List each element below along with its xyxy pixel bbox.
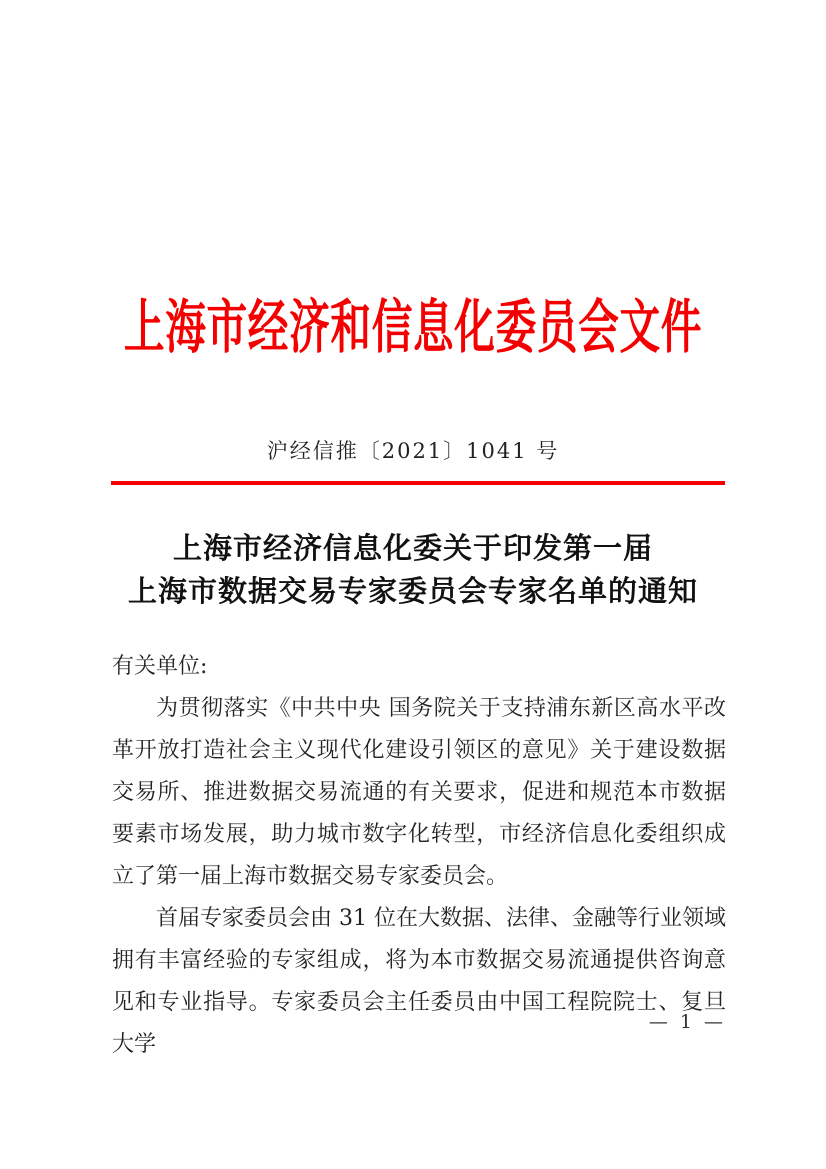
red-divider-line (111, 481, 725, 485)
notice-title-line-2: 上海市数据交易专家委员会专家名单的通知 (127, 574, 698, 608)
letterhead-agency-title: 上海市经济和信息化委员会文件 (123, 293, 703, 361)
notice-title (0, 527, 826, 613)
notice-title-line-1: 上海市经济信息化委关于印发第一届 (172, 531, 653, 565)
body-paragraph-2: 首届专家委员会由 31 位在大数据、法律、金融等行业领域拥有丰富经验的专家组成，将为本市数据交易流通提供咨询意见和专业指导。专家委员会主任委员由中国工程院院士、复旦大学 (112, 906, 726, 1057)
document-reference-number: 沪经信推〔2021〕1041 号 (266, 439, 560, 463)
salutation: 有关单位: (112, 654, 208, 679)
page-number: — 1 — (648, 1011, 726, 1033)
body-paragraph-1: 为贯彻落实《中共中央 国务院关于支持浦东新区高水平改革开放打造社会主义现代化建设引领区的意见》关于建设数据交易所、推进数据交易流通的有关要求，促进和规范本市数据要素市场发展，助力城市数字化转型，市经济信息化委组织成立了第一届上海市数据交易专家委员会。 (112, 696, 726, 889)
document-body (112, 646, 726, 1066)
